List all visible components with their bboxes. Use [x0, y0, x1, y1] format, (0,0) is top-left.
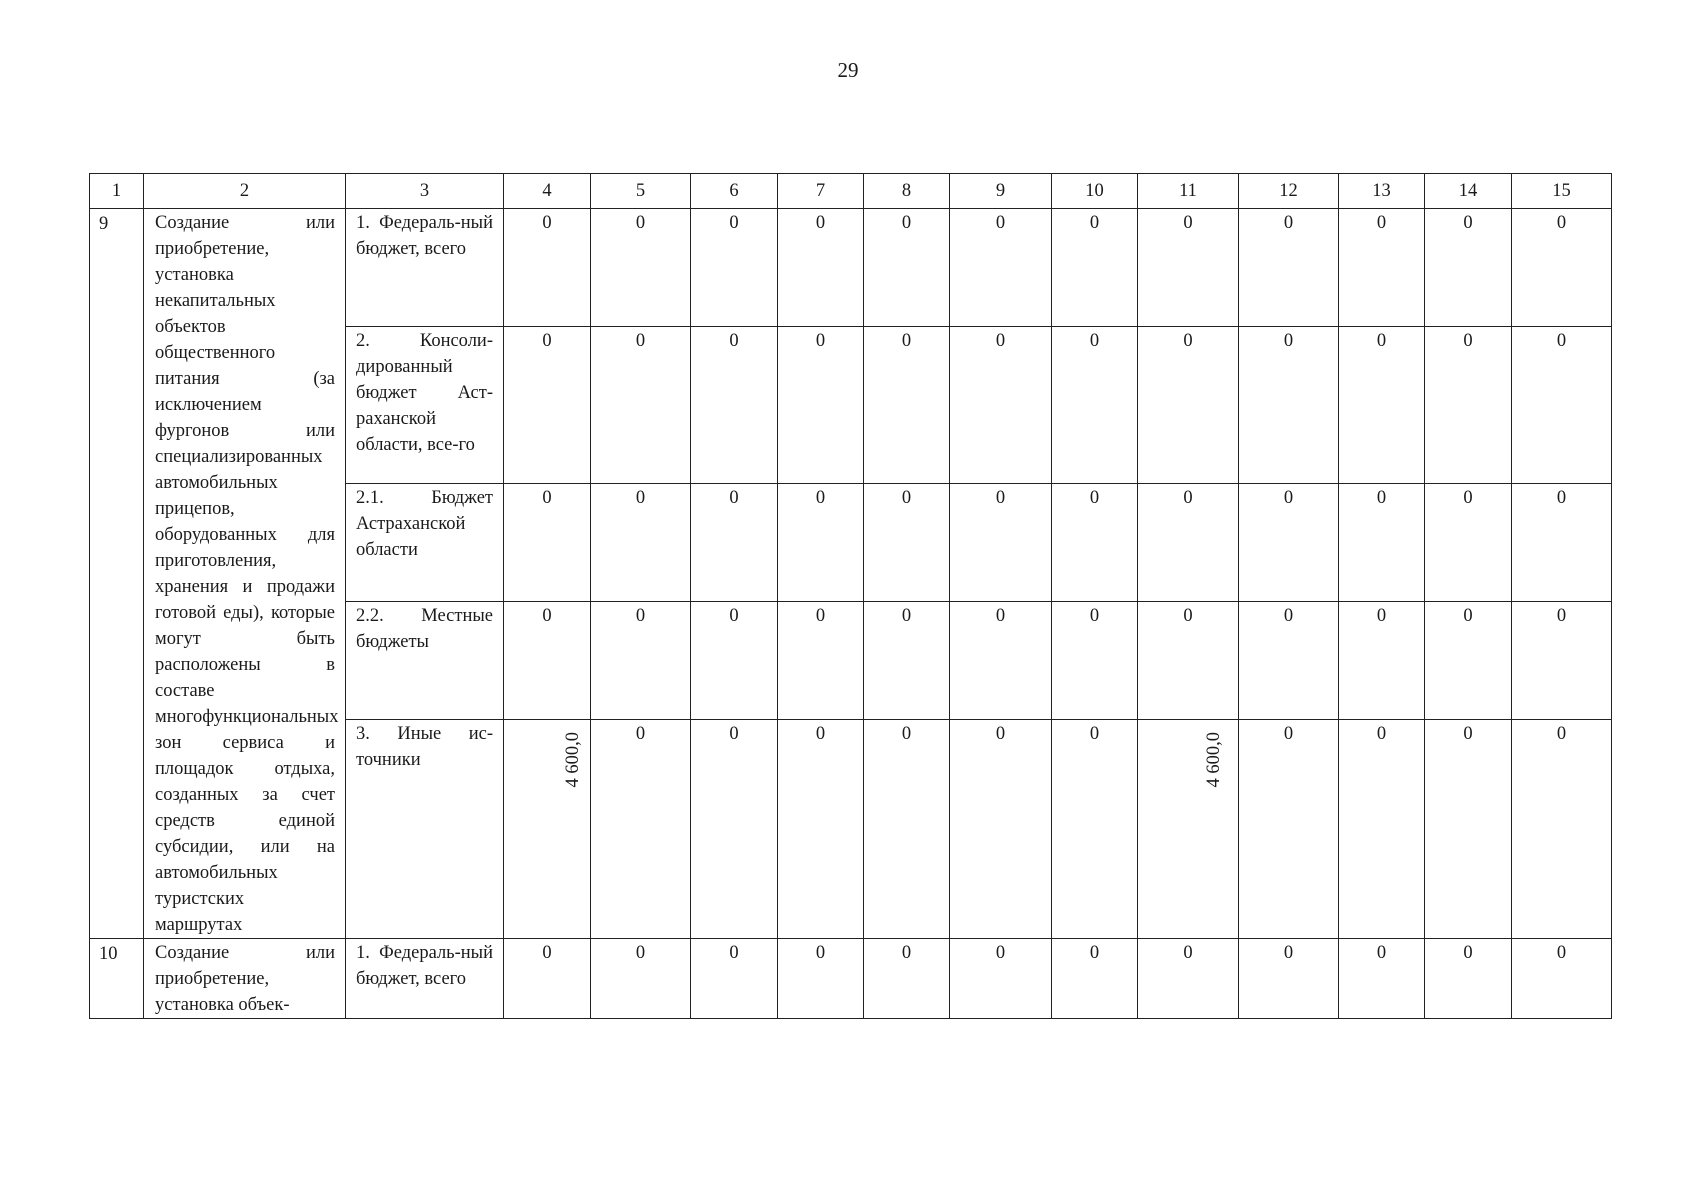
value-cell: 0 [1425, 484, 1512, 602]
value-cell: 0 [1052, 601, 1138, 719]
table-row [90, 939, 1612, 1019]
value-cell: 0 [1239, 719, 1339, 938]
value-cell: 0 [691, 209, 778, 327]
value-cell: 0 [864, 326, 950, 483]
value-cell: 0 [950, 484, 1052, 602]
value-cell: 0 [591, 484, 691, 602]
value-cell: 0 [1138, 601, 1239, 719]
header-cell: 14 [1425, 174, 1512, 209]
value-text: 4 600,0 [563, 731, 583, 788]
value-cell: 0 [504, 484, 591, 602]
row-number: 10 [90, 939, 144, 1019]
value-cell: 0 [950, 209, 1052, 327]
page-number: 29 [837, 58, 859, 82]
value-cell: 0 [864, 484, 950, 602]
value-cell: 0 [1512, 601, 1612, 719]
value-cell: 0 [1239, 209, 1339, 327]
value-cell: 0 [1239, 939, 1339, 1019]
value-cell: 0 [1052, 209, 1138, 327]
header-cell: 12 [1239, 174, 1339, 209]
value-cell: 0 [778, 719, 864, 938]
value-cell: 0 [504, 601, 591, 719]
table-row [90, 209, 1612, 327]
funding-source: 1. Федераль-ный бюджет, всего [346, 209, 504, 327]
header-cell: 1 [90, 174, 144, 209]
value-cell: 0 [1425, 209, 1512, 327]
value-cell: 0 [778, 209, 864, 327]
value-cell: 0 [1339, 326, 1425, 483]
value-cell: 0 [1512, 939, 1612, 1019]
header-cell: 9 [950, 174, 1052, 209]
header-cell: 8 [864, 174, 950, 209]
value-cell: 0 [864, 209, 950, 327]
value-cell-rotated [1138, 719, 1239, 938]
value-cell: 0 [1052, 719, 1138, 938]
value-text: 4 600,0 [1204, 731, 1224, 788]
value-cell: 0 [1138, 484, 1239, 602]
value-cell: 0 [1052, 484, 1138, 602]
value-cell: 0 [1239, 326, 1339, 483]
value-cell: 0 [1339, 209, 1425, 327]
budget-table [89, 173, 1612, 1019]
value-cell: 0 [504, 939, 591, 1019]
funding-source: 1. Федераль-ный бюджет, всего [346, 939, 504, 1019]
value-cell: 0 [1239, 601, 1339, 719]
value-cell: 0 [864, 719, 950, 938]
value-cell: 0 [591, 939, 691, 1019]
row-number: 9 [90, 209, 144, 939]
value-cell-rotated [504, 719, 591, 938]
value-cell: 0 [1138, 209, 1239, 327]
value-cell: 0 [504, 326, 591, 483]
header-cell: 6 [691, 174, 778, 209]
header-cell: 7 [778, 174, 864, 209]
value-cell: 0 [864, 939, 950, 1019]
value-cell: 0 [691, 601, 778, 719]
value-cell: 0 [864, 601, 950, 719]
value-cell: 0 [691, 719, 778, 938]
value-cell: 0 [950, 719, 1052, 938]
header-cell: 13 [1339, 174, 1425, 209]
header-cell: 2 [144, 174, 346, 209]
value-cell: 0 [1339, 719, 1425, 938]
value-cell: 0 [1425, 719, 1512, 938]
funding-source: 3. Иные ис-точники [346, 719, 504, 938]
value-cell: 0 [591, 326, 691, 483]
value-cell: 0 [591, 719, 691, 938]
value-cell: 0 [1339, 939, 1425, 1019]
funding-source: 2.2. Местные бюджеты [346, 601, 504, 719]
header-cell: 4 [504, 174, 591, 209]
value-cell: 0 [778, 484, 864, 602]
value-cell: 0 [1512, 326, 1612, 483]
value-cell: 0 [1425, 326, 1512, 483]
value-cell: 0 [950, 601, 1052, 719]
value-cell: 0 [1512, 209, 1612, 327]
value-cell: 0 [591, 601, 691, 719]
value-cell: 0 [1138, 939, 1239, 1019]
header-cell: 15 [1512, 174, 1612, 209]
value-cell: 0 [950, 326, 1052, 483]
value-cell: 0 [1512, 484, 1612, 602]
value-cell: 0 [691, 939, 778, 1019]
header-row [90, 174, 1612, 209]
value-cell: 0 [1512, 719, 1612, 938]
value-cell: 0 [1339, 601, 1425, 719]
value-cell: 0 [691, 326, 778, 483]
value-cell: 0 [1239, 484, 1339, 602]
header-cell: 3 [346, 174, 504, 209]
value-cell: 0 [950, 939, 1052, 1019]
value-cell: 0 [1138, 326, 1239, 483]
value-cell: 0 [1425, 601, 1512, 719]
value-cell: 0 [1339, 484, 1425, 602]
value-cell: 0 [691, 484, 778, 602]
measure-description: Создание или приобретение, установка некапитальных объектов общественного питания (за исключением фургонов или специализированных автомобильных прицепов, оборудованных для приготовления, хранения и продажи готовой еды), которые могут быть расположены в составе многофункциональных зон сервиса и площадок отдыха, созданных за счет средств единой субсидии, или на автомобильных туристских маршрутах [144, 209, 346, 939]
header-cell: 5 [591, 174, 691, 209]
value-cell: 0 [778, 601, 864, 719]
value-cell: 0 [778, 939, 864, 1019]
header-cell: 10 [1052, 174, 1138, 209]
value-cell: 0 [778, 326, 864, 483]
funding-source: 2.1. Бюджет Астраханской области [346, 484, 504, 602]
value-cell: 0 [1052, 326, 1138, 483]
funding-source: 2. Консоли-дированный бюджет Аст-раханской области, все-го [346, 326, 504, 483]
measure-description: Создание или приобретение, установка объек- [144, 939, 346, 1019]
value-cell: 0 [591, 209, 691, 327]
value-cell: 0 [504, 209, 591, 327]
value-cell: 0 [1052, 939, 1138, 1019]
header-cell: 11 [1138, 174, 1239, 209]
value-cell: 0 [1425, 939, 1512, 1019]
